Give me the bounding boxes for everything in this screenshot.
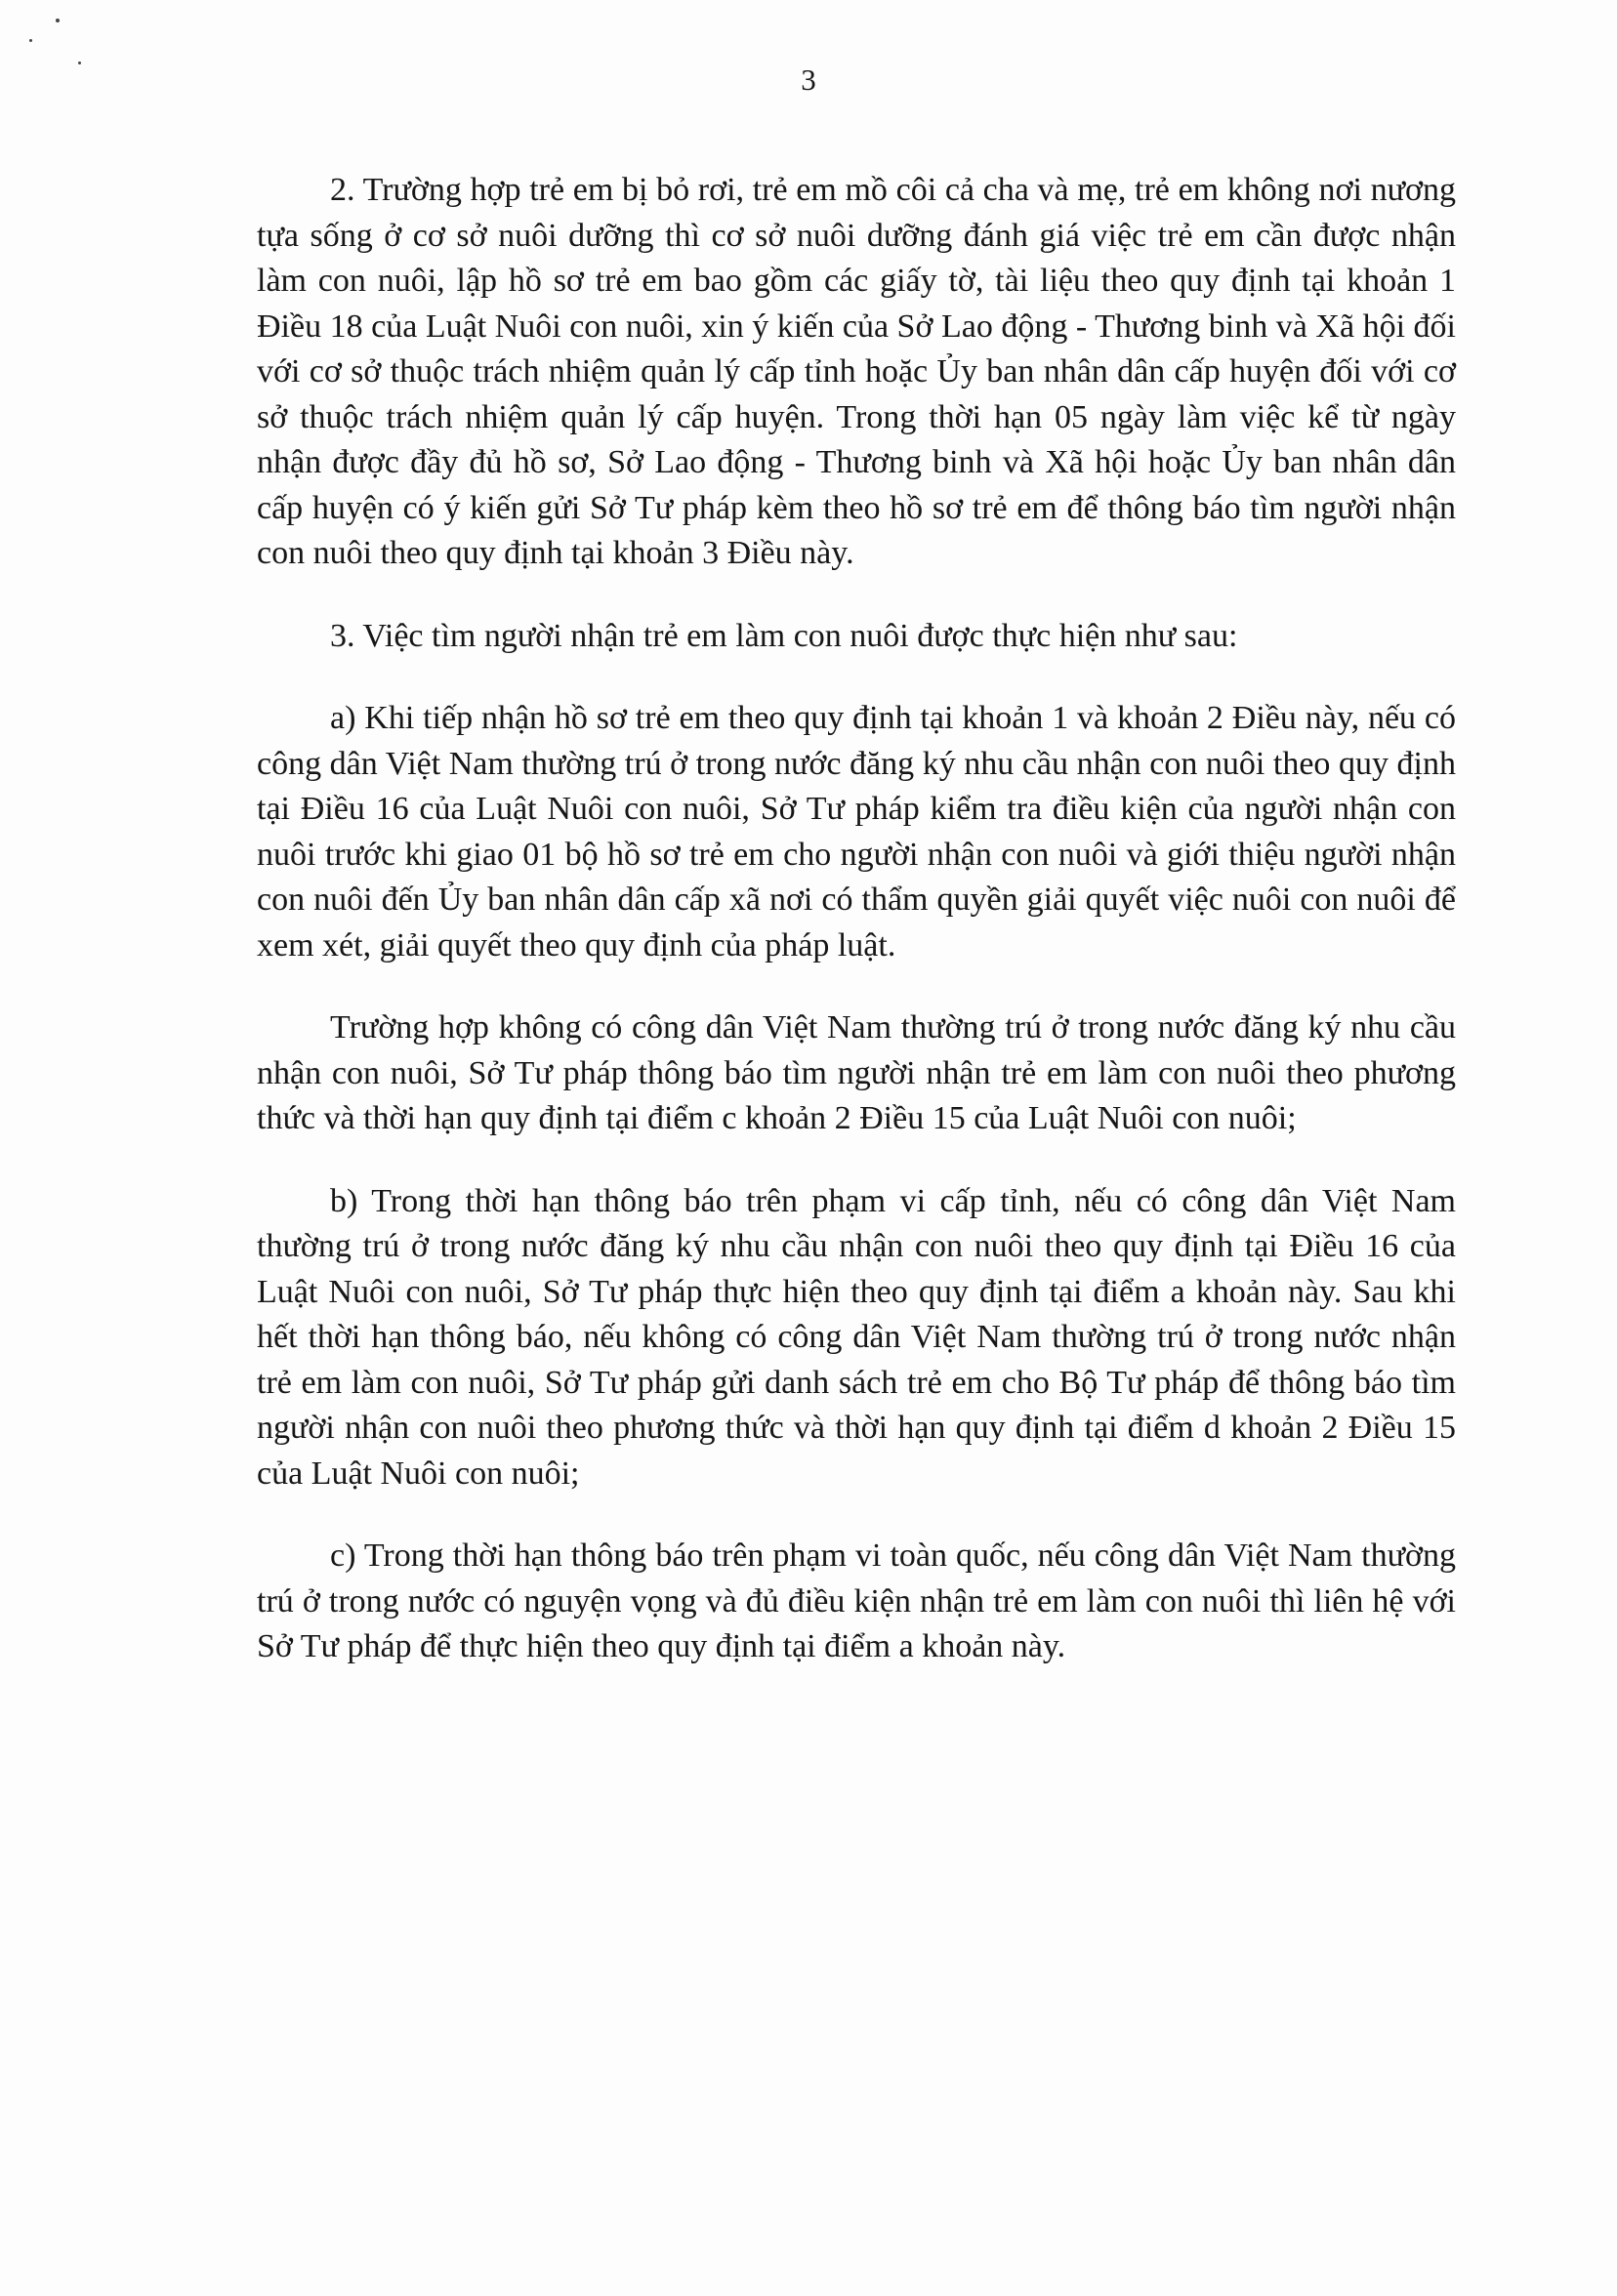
paragraph-3a: a) Khi tiếp nhận hồ sơ trẻ em theo quy định tại khoản 1 và khoản 2 Điều này, nếu có công dân Việt Nam thường trú ở trong nước đăng ký nhu cầu nhận con nuôi theo quy định tại Điều 16 của Luật Nuôi con nuôi, Sở Tư pháp kiểm tra điều kiện của người nhận con nuôi trước khi giao 01 bộ hồ sơ trẻ em cho người nhận con nuôi và giới thiệu người nhận con nuôi đến Ủy ban nhân dân cấp xã nơi có thẩm quyền giải quyết việc nuôi con nuôi để xem xét, giải quyết theo quy định của pháp luật. xyxy=(257,700,1456,964)
paragraph-3b: b) Trong thời hạn thông báo trên phạm vi cấp tỉnh, nếu có công dân Việt Nam thường trú ở trong nước đăng ký nhu cầu nhận con nuôi theo quy định tại Điều 16 của Luật Nuôi con nuôi, Sở Tư pháp thực hiện theo quy định tại điểm a khoản này. Sau khi hết thời hạn thông báo, nếu không có công dân Việt Nam thường trú ở trong nước nhận trẻ em làm con nuôi, Sở Tư pháp gửi danh sách trẻ em cho Bộ Tư pháp để thông báo tìm người nhận con nuôi theo phương thức và thời hạn quy định tại điểm d khoản 2 Điều 15 của Luật Nuôi con nuôi; xyxy=(257,1182,1456,1492)
scan-speck xyxy=(56,19,60,22)
page-number: 3 xyxy=(801,62,816,97)
document-body xyxy=(257,168,1456,1670)
paragraph-3: 3. Việc tìm người nhận trẻ em làm con nuôi được thực hiện như sau: xyxy=(330,617,1238,654)
paragraph-2: 2. Trường hợp trẻ em bị bỏ rơi, trẻ em mồ côi cả cha và mẹ, trẻ em không nơi nương tựa sống ở cơ sở nuôi dưỡng thì cơ sở nuôi dưỡng đánh giá việc trẻ em cần được nhận làm con nuôi, lập hồ sơ trẻ em bao gồm các giấy tờ, tài liệu theo quy định tại khoản 1 Điều 18 của Luật Nuôi con nuôi, xin ý kiến của Sở Lao động - Thương binh và Xã hội đối với cơ sở thuộc trách nhiệm quản lý cấp tỉnh hoặc Ủy ban nhân dân cấp huyện đối với cơ sở thuộc trách nhiệm quản lý cấp huyện. Trong thời hạn 05 ngày làm việc kể từ ngày nhận được đầy đủ hồ sơ, Sở Lao động - Thương binh và Xã hội hoặc Ủy ban nhân dân cấp huyện có ý kiến gửi Sở Tư pháp kèm theo hồ sơ trẻ em để thông báo tìm người nhận con nuôi theo quy định tại khoản 3 Điều này. xyxy=(257,172,1456,571)
paragraph-3a-continued: Trường hợp không có công dân Việt Nam thường trú ở trong nước đăng ký nhu cầu nhận con nuôi, Sở Tư pháp thông báo tìm người nhận trẻ em làm con nuôi theo phương thức và thời hạn quy định tại điểm c khoản 2 Điều 15 của Luật Nuôi con nuôi; xyxy=(257,1009,1456,1136)
scan-speck xyxy=(29,39,32,42)
paragraph-3c: c) Trong thời hạn thông báo trên phạm vi toàn quốc, nếu công dân Việt Nam thường trú ở trong nước có nguyện vọng và đủ điều kiện nhận trẻ em làm con nuôi thì liên hệ với Sở Tư pháp để thực hiện theo quy định tại điểm a khoản này. xyxy=(257,1538,1456,1664)
